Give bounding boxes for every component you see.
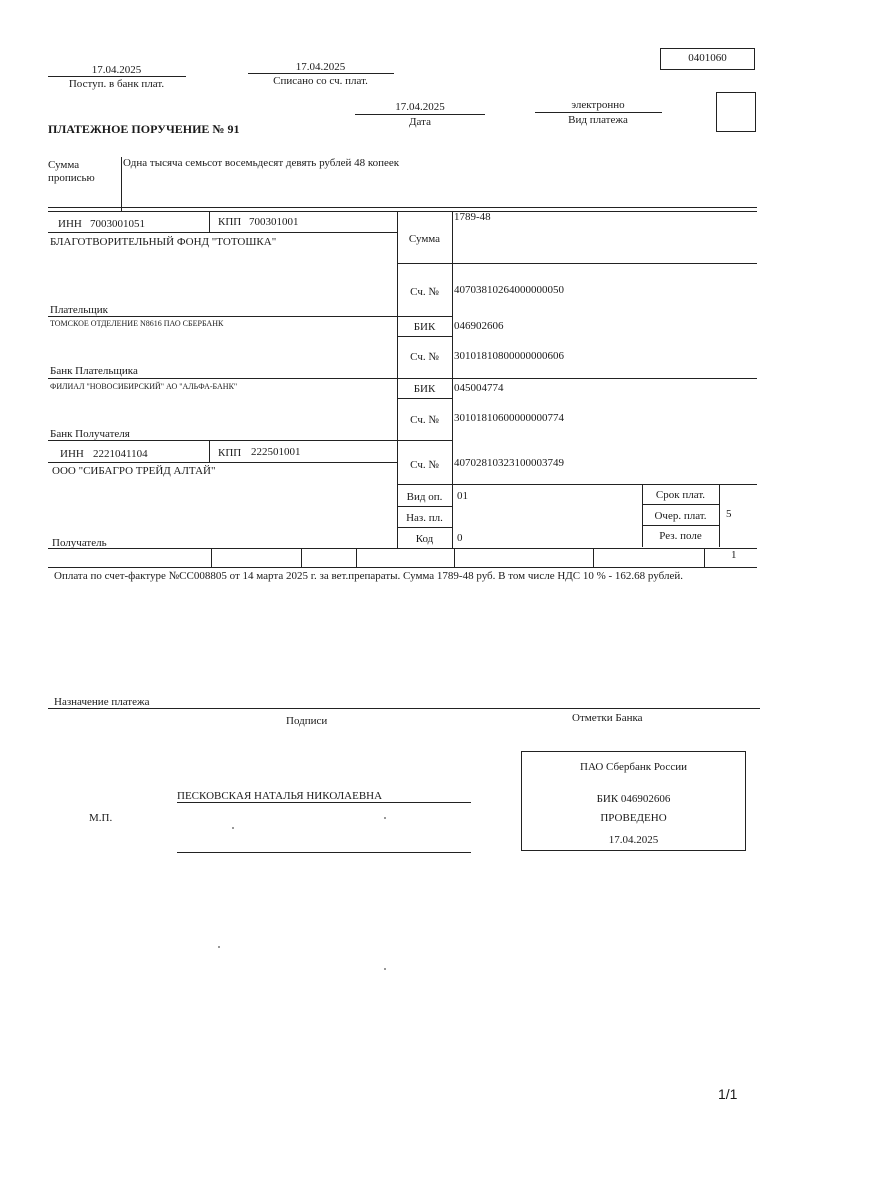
signer-name: ПЕСКОВСКАЯ НАТАЛЬЯ НИКОЛАЕВНА <box>177 790 383 802</box>
form-code: 0401060 <box>688 52 727 64</box>
tax-cell-divider-1 <box>211 548 212 567</box>
debited-label: Списано со сч. плат. <box>273 75 368 87</box>
code-label: Код <box>415 533 434 545</box>
payee-bank-bik: 045004774 <box>454 382 504 394</box>
signatures-label: Подписи <box>286 715 328 727</box>
bank-marks-label: Отметки Банка <box>572 712 643 724</box>
doc-date-label: Дата <box>409 116 431 128</box>
amount-words: Одна тысяча семьсот восемьдесят девять рублей 48 копеек <box>123 157 400 169</box>
payer-kpp: 700301001 <box>249 216 299 228</box>
scan-speck <box>384 968 386 970</box>
amount-words-divider <box>121 157 122 212</box>
payer-bank-label: Банк Плательщика <box>50 365 138 377</box>
tax-row-bottom-line <box>48 567 757 568</box>
payee-label: Получатель <box>52 537 107 549</box>
scan-speck <box>232 827 234 829</box>
amount-words-bottom-line <box>48 207 757 208</box>
details-top-line <box>397 484 757 485</box>
code: 0 <box>457 532 463 544</box>
bank-stamp-date: 17.04.2025 <box>608 834 659 846</box>
blank-square <box>716 92 756 132</box>
payee-inn-label: ИНН <box>60 448 84 460</box>
payer-bank-name: ТОМСКОЕ ОТДЕЛЕНИЕ N8616 ПАО СБЕРБАНК <box>50 319 224 328</box>
payer-account: 40703810264000000050 <box>454 284 564 296</box>
payee-inn-bottom-line <box>48 462 397 463</box>
scan-speck <box>218 946 220 948</box>
payer-top-line <box>48 211 757 212</box>
purpose-bottom-line <box>48 708 760 709</box>
second-signature-line <box>177 852 471 853</box>
payer-bik-bottom-line <box>397 336 452 337</box>
payee-bank-name: ФИЛИАЛ "НОВОСИБИРСКИЙ" АО "АЛЬФА-БАНК" <box>50 382 238 391</box>
signer-line <box>177 802 471 803</box>
page-number: 1/1 <box>718 1086 738 1102</box>
amount-words-label-1: Сумма <box>48 159 80 171</box>
received-date: 17.04.2025 <box>91 64 142 76</box>
stamp-label: М.П. <box>89 812 113 824</box>
tax-cell-divider-5 <box>593 548 594 567</box>
details-row1-right-line <box>642 504 719 505</box>
scan-speck <box>384 817 386 819</box>
amount-bottom-line <box>397 263 757 264</box>
payer-bank-corr-label: Сч. № <box>410 351 439 363</box>
payee-bank-corr-label: Сч. № <box>410 414 439 426</box>
payee-inn: 2221041104 <box>93 448 148 460</box>
document-title: ПЛАТЕЖНОЕ ПОРУЧЕНИЕ № 91 <box>48 122 240 136</box>
details-row2-line <box>397 527 452 528</box>
doc-date-line <box>355 114 485 115</box>
tax-cell-divider-2 <box>301 548 302 567</box>
received-label: Поступ. в банк плат. <box>68 78 165 90</box>
tax-last-cell: 1 <box>731 549 737 561</box>
purpose-code-label: Наз. пл. <box>406 512 443 524</box>
doc-date: 17.04.2025 <box>395 101 445 113</box>
payee-kpp-label: КПП <box>218 447 242 459</box>
payer-bottom-line <box>48 316 452 317</box>
payment-type-label: Вид платежа <box>568 114 628 126</box>
payee-bank-bik-label: БИК <box>413 383 436 395</box>
amount-words-label-2: прописью <box>48 172 95 184</box>
bank-stamp-status: ПРОВЕДЕНО <box>600 812 667 824</box>
payer-inn: 7003001051 <box>90 218 145 230</box>
tax-cell-divider-4 <box>454 548 455 567</box>
purpose-label: Назначение платежа <box>54 696 150 708</box>
bank-stamp-bik: БИК 046902606 <box>596 793 671 805</box>
payer-inn-label: ИНН <box>58 218 82 230</box>
payee-inn-kpp-divider <box>209 440 210 462</box>
reserve-label: Рез. поле <box>659 530 702 542</box>
inn-kpp-divider <box>209 211 210 232</box>
priority: 5 <box>726 508 732 520</box>
debited-date: 17.04.2025 <box>295 61 346 73</box>
payer-kpp-label: КПП <box>218 216 242 228</box>
payment-type-line <box>535 112 662 113</box>
payment-type: электронно <box>571 99 625 111</box>
payer-amount: 1789-48 <box>454 211 491 223</box>
tax-row-top-line <box>48 548 757 549</box>
payer-bank-bottom-line <box>48 378 757 379</box>
payee-bik-bottom-line <box>397 398 452 399</box>
received-date-line <box>48 76 186 77</box>
details-row2-right-line <box>642 525 719 526</box>
due-label: Срок плат. <box>655 489 706 501</box>
bank-stamp-bank: ПАО Сбербанк России <box>580 761 687 773</box>
priority-label: Очер. плат. <box>654 510 707 522</box>
payee-name: ООО "СИБАГРО ТРЕЙД АЛТАЙ" <box>52 465 216 477</box>
op-type: 01 <box>457 490 468 502</box>
details-value-divider <box>719 484 720 547</box>
main-value-divider <box>452 211 453 548</box>
payer-bank-bik: 046902606 <box>454 320 504 332</box>
payer-inn-bottom-line <box>48 232 397 233</box>
payer-bank-bik-label: БИК <box>413 321 436 333</box>
payer-account-label: Сч. № <box>410 286 439 298</box>
payee-bank-corr-account: 30101810600000000774 <box>454 412 564 424</box>
tax-cell-divider-6 <box>704 548 705 567</box>
tax-cell-divider-3 <box>356 548 357 567</box>
payee-bank-bottom-line <box>48 440 452 441</box>
op-type-label: Вид оп. <box>406 491 443 503</box>
payer-label: Плательщик <box>50 304 108 316</box>
payee-kpp: 222501001 <box>251 446 301 458</box>
payer-amount-label: Сумма <box>408 233 441 245</box>
payer-bank-corr-account: 30101810800000000606 <box>454 350 564 362</box>
payee-account: 40702810323100003749 <box>454 457 564 469</box>
debited-date-line <box>248 73 394 74</box>
details-row1-line <box>397 506 452 507</box>
payee-bank-label: Банк Получателя <box>50 428 130 440</box>
payee-account-label: Сч. № <box>410 459 439 471</box>
payer-name: БЛАГОТВОРИТЕЛЬНЫЙ ФОНД "ТОТОШКА" <box>50 236 277 248</box>
purpose-text: Оплата по счет-фактуре №СС008805 от 14 марта 2025 г. за вет.препараты. Сумма 1789-48 руб. В том числе НДС 10 % - 162.68 рублей. <box>54 570 683 582</box>
